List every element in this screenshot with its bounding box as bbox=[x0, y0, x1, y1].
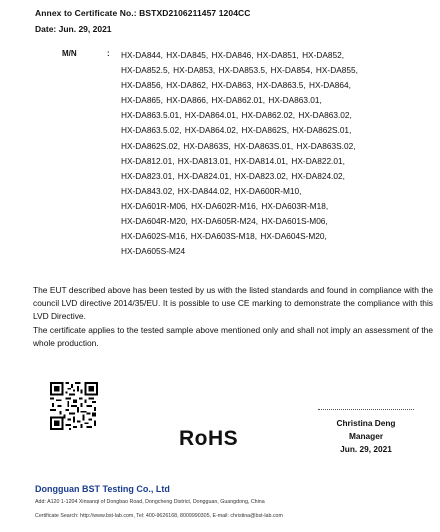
signature-date: Jun. 29, 2021 bbox=[340, 444, 392, 454]
model-line: HX-DA843.02, HX-DA844.02, HX-DA600R-M10, bbox=[121, 185, 302, 196]
compliance-statement: The EUT described above has been tested by us with the listed standards and found in compliance with the council LVD directive 2014/35/EU. It is possible to use CE marking to demonstrate the compliance with this LVD Directive. bbox=[33, 285, 433, 321]
signatory-name: Christina Deng bbox=[336, 418, 396, 428]
certificate-search-info: Certificate Search: http://www.bst-lab.com, Tel: 400-9626168, 8009990305, E-mail: christina@bst-lab.com bbox=[35, 513, 283, 519]
company-name: Dongguan BST Testing Co., Ltd bbox=[35, 484, 170, 494]
company-address: Add: A120 1-1204 Xinsanqi of Dongbao Road, Dongcheng District, Dongguan, Guangdong, China bbox=[35, 499, 265, 505]
model-line: HX-DA856, HX-DA862, HX-DA863, HX-DA863.5, HX-DA864, bbox=[121, 80, 351, 91]
signature-line bbox=[318, 409, 414, 410]
model-line: HX-DA863.5.01, HX-DA864.01, HX-DA862.02, HX-DA863.02, bbox=[121, 110, 352, 121]
model-list bbox=[121, 48, 421, 259]
model-line: HX-DA863.5.02, HX-DA864.02, HX-DA862S, HX-DA862S.01, bbox=[121, 125, 352, 136]
model-line: HX-DA605S-M24 bbox=[121, 246, 186, 257]
model-line: HX-DA823.01, HX-DA824.01, HX-DA823.02, HX-DA824.02, bbox=[121, 170, 345, 181]
signatory-role: Manager bbox=[348, 431, 384, 441]
model-line: HX-DA862S.02, HX-DA863S, HX-DA863S.01, HX-DA863S.02, bbox=[121, 140, 356, 151]
model-line: HX-DA812.01, HX-DA813.01, HX-DA814.01, HX-DA822.01, bbox=[121, 155, 345, 166]
model-line: HX-DA865, HX-DA866, HX-DA862.01, HX-DA863.01, bbox=[121, 95, 322, 106]
model-number-colon: : bbox=[107, 49, 110, 58]
model-line: HX-DA852.5, HX-DA853, HX-DA853.5, HX-DA854, HX-DA855, bbox=[121, 65, 358, 76]
certificate-date: Date: Jun. 29, 2021 bbox=[35, 24, 112, 34]
model-line: HX-DA604R-M20, HX-DA605R-M24, HX-DA601S-M06, bbox=[121, 216, 328, 227]
model-line: HX-DA602S-M16, HX-DA603S-M18, HX-DA604S-M20, bbox=[121, 231, 327, 242]
model-line: HX-DA844, HX-DA845, HX-DA846, HX-DA851, HX-DA852, bbox=[121, 50, 345, 60]
certificate-number: Annex to Certificate No.: BSTXD2106211457 1204CC bbox=[35, 8, 251, 18]
qr-code-icon bbox=[50, 382, 98, 430]
model-line: HX-DA601R-M06, HX-DA602R-M16, HX-DA603R-M18, bbox=[121, 200, 329, 211]
model-number-label: M/N bbox=[62, 49, 77, 58]
rohs-logo: RoHS bbox=[179, 427, 239, 450]
scope-statement: The certificate applies to the tested sample above mentioned only and shall not imply an assessment of the whole production. bbox=[33, 325, 433, 348]
